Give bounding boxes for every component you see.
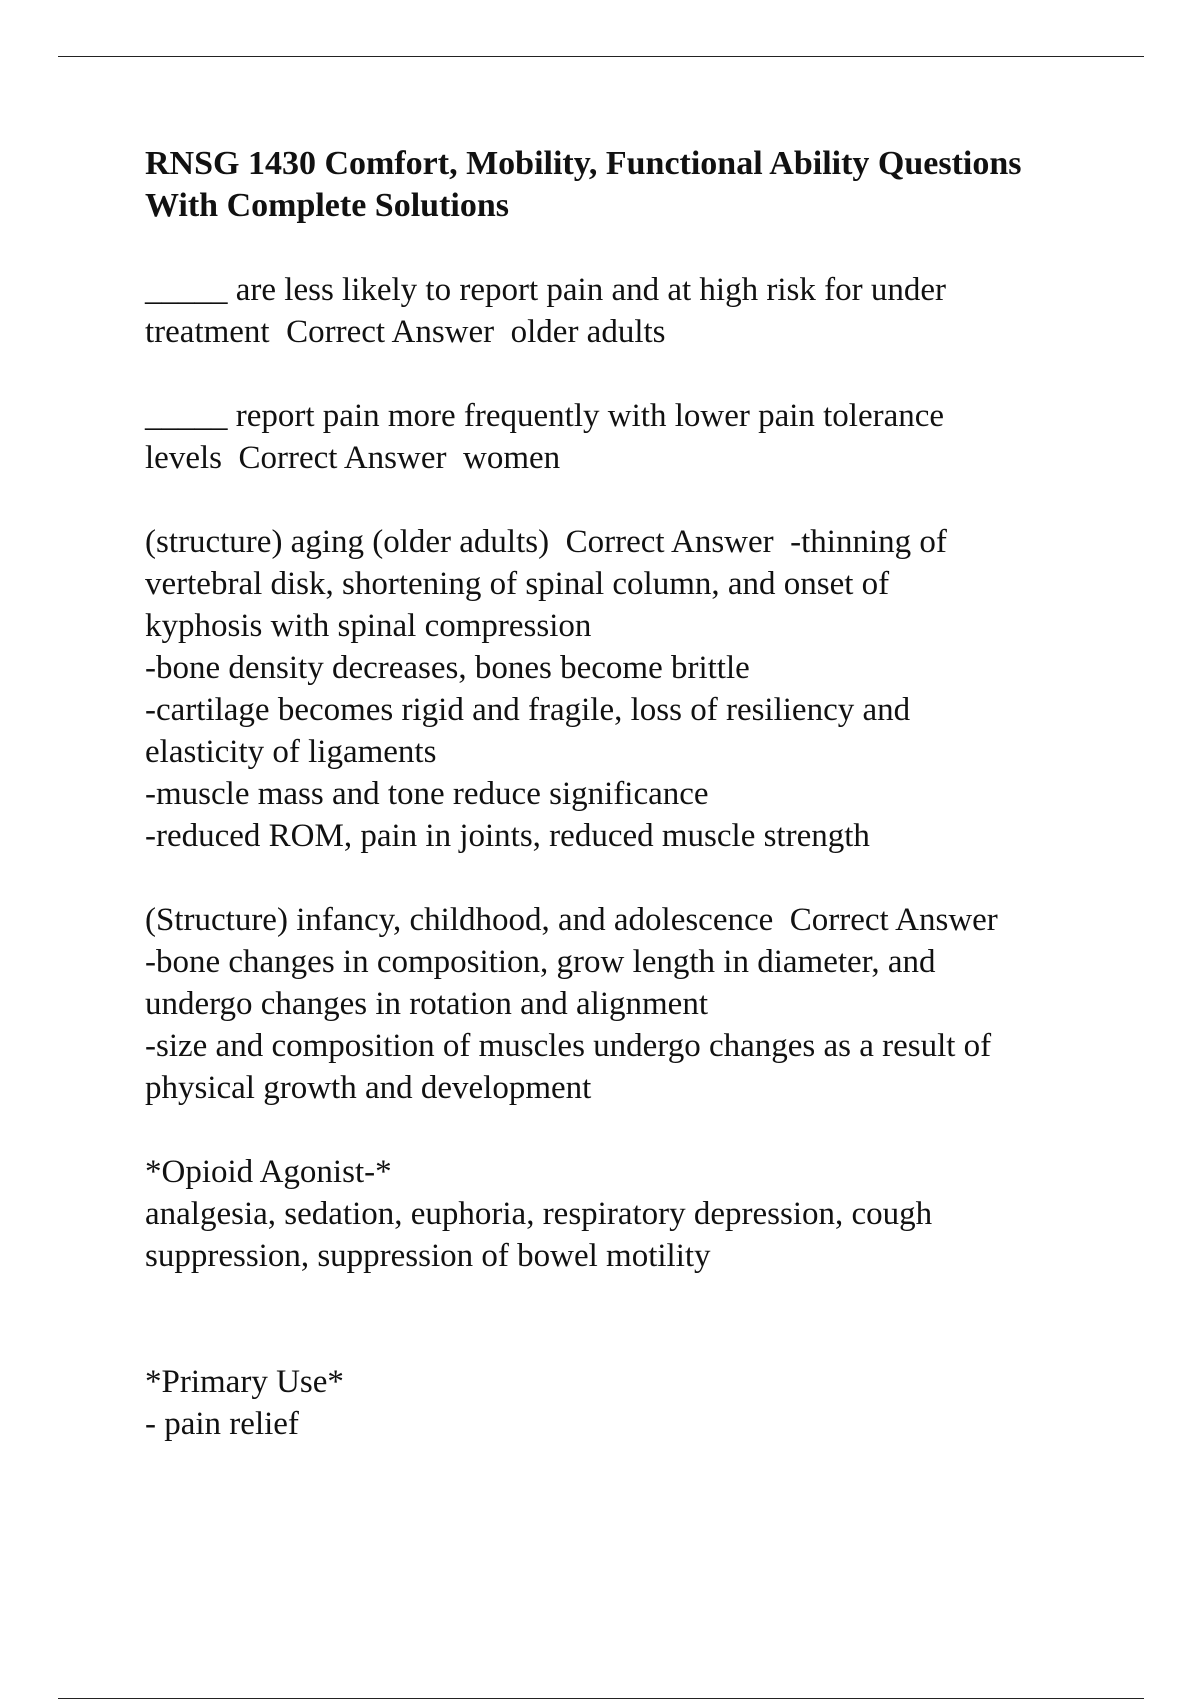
entry-line: kyphosis with spinal compression <box>145 608 592 644</box>
entry-line: (Structure) infancy, childhood, and adolescence Correct Answer <box>145 902 998 938</box>
title-line: With Complete Solutions <box>145 187 509 224</box>
qa-entry-women <box>145 395 1145 479</box>
entry-line: -muscle mass and tone reduce significance <box>145 776 709 812</box>
bottom-rule <box>58 1698 1144 1699</box>
entry-line: physical growth and development <box>145 1070 592 1106</box>
entry-line: vertebral disk, shortening of spinal column, and onset of <box>145 566 890 602</box>
entry-line: -bone changes in composition, grow length in diameter, and <box>145 944 936 980</box>
entry-line: _____ are less likely to report pain and at high risk for under <box>145 272 946 308</box>
entry-line: levels Correct Answer women <box>145 440 561 476</box>
entry-line: suppression, suppression of bowel motility <box>145 1238 711 1274</box>
entry-line: -cartilage becomes rigid and fragile, loss of resiliency and <box>145 692 911 728</box>
qa-entry-opioid-agonist <box>145 1151 1145 1277</box>
entry-line: *Primary Use* <box>145 1364 344 1400</box>
entry-line: treatment Correct Answer older adults <box>145 314 666 350</box>
qa-entry-aging-structure <box>145 521 1145 857</box>
entry-line: analgesia, sedation, euphoria, respiratory depression, cough <box>145 1196 933 1232</box>
entry-line: elasticity of ligaments <box>145 734 437 770</box>
entry-line: _____ report pain more frequently with lower pain tolerance <box>145 398 945 434</box>
entry-line: -reduced ROM, pain in joints, reduced muscle strength <box>145 818 870 854</box>
qa-entry-youth-structure <box>145 899 1145 1109</box>
entry-line: -bone density decreases, bones become brittle <box>145 650 750 686</box>
top-rule <box>58 56 1144 57</box>
entry-line: undergo changes in rotation and alignment <box>145 986 708 1022</box>
entry-line: (structure) aging (older adults) Correct Answer -thinning of <box>145 524 947 560</box>
qa-entry-older-adults <box>145 269 1145 353</box>
document-body <box>145 143 1145 1487</box>
entry-line: *Opioid Agonist-* <box>145 1154 392 1190</box>
qa-entry-primary-use <box>145 1361 1145 1445</box>
entry-line: - pain relief <box>145 1406 299 1442</box>
document-title <box>145 143 1145 227</box>
title-line: RNSG 1430 Comfort, Mobility, Functional Ability Questions <box>145 145 1022 182</box>
entry-line: -size and composition of muscles undergo changes as a result of <box>145 1028 992 1064</box>
